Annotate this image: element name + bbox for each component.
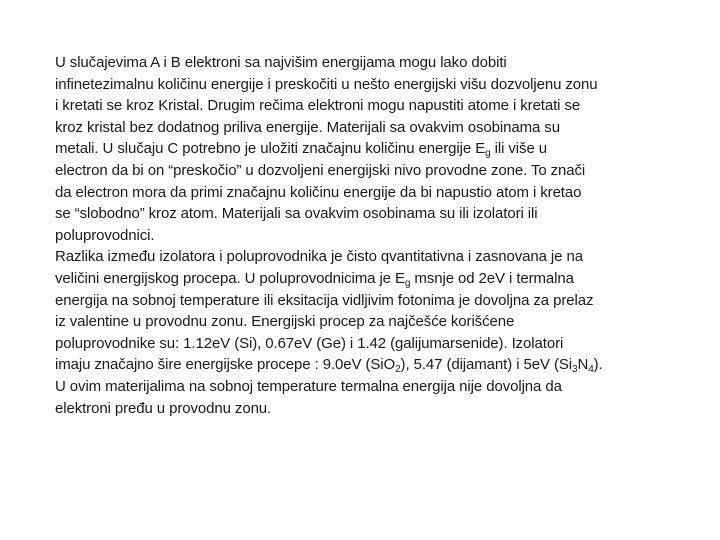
text-line: infinetezimalnu količinu energije i preskočiti u nešto energijski višu dozvoljenu zonu (55, 75, 598, 93)
text-line-insulator-gaps (55, 354, 675, 376)
text-line: i kretati se kroz Kristal. Drugim rečima elektroni mogu napustiti atome i kretati se (55, 97, 581, 115)
paragraph-insulators-semiconductors (55, 246, 675, 419)
text-line: se “slobodno” kroz atom. Materijali sa ovakvim osobinama su ili izolatori ili (55, 205, 538, 223)
text-line-energy-gap (55, 138, 675, 160)
subscript-3: 3 (571, 364, 578, 376)
text-segment: imaju značajno šire energijske procepe : 9.0eV (SiO (55, 356, 396, 374)
text-line: U ovim materijalima na sobnoj temperature termalna energija nije dovoljna da (55, 377, 562, 395)
text-line: poluprovodnici. (55, 226, 155, 244)
text-segment: N (577, 356, 589, 374)
text-line: poluprovodnike su: 1.12eV (Si), 0.67eV (Ge) i 1.42 (galijumarsenide). Izolatori (55, 334, 564, 352)
text-line: Razlika između izolatora i poluprovodnika je čisto qvantitativna i zasnovana je na (55, 248, 583, 266)
text-segment: ili više u (490, 140, 547, 158)
text-segment: veličini energijskog procepa. U poluprovodnicima je E (55, 269, 405, 287)
text-line: U slučajevima A i B elektroni sa najvišim energijama mogu lako dobiti (55, 54, 507, 71)
text-line: iz valentine u provodnu zonu. Energijski procep za najčešće korišćene (55, 313, 515, 331)
text-line: kroz kristal bez dodatnog priliva energije. Materijali sa ovakvim osobinama su (55, 118, 560, 136)
text-line: electron da bi on “preskočio” u dozvoljeni energijski nivo provodne zone. To znači (55, 161, 586, 179)
text-line: energija na sobnoj temperature ili eksitacija vidljivim fotonima je dovoljna za prelaz (55, 291, 594, 309)
subscript-g: g (404, 277, 411, 289)
text-line: da electron mora da primi značajnu količinu energije da bi napustio atom i kretao (55, 183, 582, 201)
text-body (55, 52, 675, 419)
text-segment: msnje od 2eV i termalna (410, 269, 574, 287)
text-segment: ). (593, 356, 603, 374)
text-segment: ), 5.47 (dijamant) i 5eV (Si (400, 356, 572, 374)
text-segment: metali. U slučaju C potrebno je uložiti značajnu količinu energije E (55, 140, 486, 158)
subscript-2: 2 (395, 364, 401, 376)
paragraph-metals (55, 52, 675, 246)
subscript-4: 4 (588, 364, 594, 376)
text-line: elektroni pređu u provodnu zonu. (55, 399, 272, 417)
subscript-g: g (485, 148, 491, 160)
text-line-energy-gap (55, 268, 675, 290)
